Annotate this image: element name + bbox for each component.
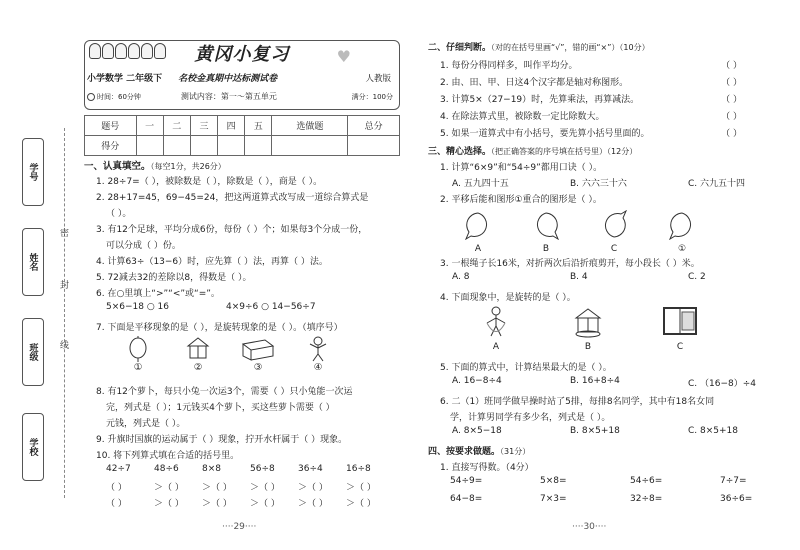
exam-header — [84, 40, 400, 110]
q10-expr: 42÷7 — [106, 464, 131, 474]
q7-pic-1 — [108, 336, 168, 373]
option-c[interactable]: C. 2 — [688, 272, 706, 282]
calc-item[interactable]: 64−8= — [450, 494, 483, 504]
speech-shape-b-icon — [531, 210, 561, 240]
q10-blank[interactable]: ＞（ ） — [202, 499, 232, 509]
q10-blank[interactable]: ＞（ ） — [298, 499, 328, 509]
option-b[interactable]: B. 8×5+18 — [570, 426, 620, 436]
calc-row-1 — [450, 476, 800, 486]
fill-q6-b: 4×9÷6 ○ 14−56÷7 — [226, 302, 316, 312]
calc-item[interactable]: 32÷8= — [630, 494, 663, 504]
score-header-cell: 五 — [245, 116, 272, 136]
name-label: 姓名 — [27, 253, 38, 271]
class-box — [22, 318, 44, 386]
binding-strip — [8, 128, 78, 498]
q10-blank[interactable]: （ ） — [106, 499, 127, 509]
section-3-title: 三、精心选择。（把正确答案的序号填在括号里）（12分） — [428, 147, 638, 157]
seal-line — [64, 128, 65, 498]
fill-q3: 3. 有12个足球，平均分成6份，每份（ ）个；如果每3个分成一份， — [96, 225, 368, 235]
fill-q7: 7. 下面是平移现象的是（ ），是旋转现象的是（ ）。（填序号） — [96, 323, 343, 333]
score-cell[interactable] — [136, 136, 163, 156]
q10-expr: 16÷8 — [346, 464, 371, 474]
seal-char-xian: 线 — [60, 341, 70, 351]
q4-pic-b[interactable]: B — [542, 306, 634, 352]
judge-q5: 5. 如果一道算式中有小括号，要先算小括号里面的。 — [440, 129, 650, 139]
choice-q3: 3. 一根绳子长16米，对折两次后沿折痕剪开，每小段长（ ）米。 — [440, 259, 700, 269]
fill-q5: 5. 72减去32的差除以8，得数是（ ）。 — [96, 273, 252, 283]
q10-expr: 8×8 — [202, 464, 221, 474]
shape-c[interactable]: C — [580, 210, 648, 254]
calc-item[interactable]: 7÷7= — [720, 476, 747, 486]
page-number-left: ····29···· — [222, 522, 257, 532]
score-header-cell: 一 — [136, 116, 163, 136]
brand-banner — [85, 41, 399, 65]
q7-pictures — [108, 336, 348, 373]
speech-shape-1-icon — [667, 210, 697, 240]
section-2-title: 二、仔细判断。（对的在括号里画“√”，错的画“×”）（10分） — [428, 43, 650, 53]
option-a[interactable]: A. 8 — [452, 272, 470, 282]
option-b[interactable]: B. 4 — [570, 272, 588, 282]
q10-blank[interactable]: ＞（ ） — [154, 483, 184, 493]
calc-item[interactable]: 36÷6= — [720, 494, 753, 504]
exam-title: 名校金真期中达标测试卷 — [178, 74, 278, 84]
fill-q2: 2. 28+17=45，69−45=24，把这两道算式改写成一道综合算式是 — [96, 193, 369, 203]
choice-q5: 5. 下面的算式中，计算结果最大的是（ ）。 — [440, 363, 612, 373]
score-header-cell: 题号 — [85, 116, 137, 136]
lantern-icon — [127, 336, 149, 362]
score-table-header-row — [85, 116, 400, 136]
judge-answer-5[interactable]: （ ） — [721, 129, 742, 139]
score-cell[interactable] — [190, 136, 217, 156]
score-cell[interactable] — [163, 136, 190, 156]
edition-label: 人教版 — [365, 73, 391, 84]
choice-q1: 1. 计算“6×9”和“54÷9”都用口诀（ ）。 — [440, 163, 603, 173]
score-row-label: 得分 — [85, 136, 137, 156]
q10-blank[interactable]: ＞（ ） — [154, 499, 184, 509]
score-cell[interactable] — [272, 136, 348, 156]
judge-q2: 2. 由、田、甲、日这4个汉字都是轴对称图形。 — [440, 78, 629, 88]
judge-answer-2[interactable]: （ ） — [721, 78, 742, 88]
score-header-cell: 二 — [163, 116, 190, 136]
q7-pic-4 — [288, 336, 348, 373]
kid-swinging-icon — [307, 336, 329, 362]
test-range: 测试内容：第一～第五单元 — [180, 92, 277, 101]
q10-blank[interactable]: ＞（ ） — [250, 483, 280, 493]
q10-blank[interactable]: ＞（ ） — [346, 499, 376, 509]
section-4-title: 四、按要求做题。（31分） — [428, 447, 531, 457]
score-header-cell: 三 — [190, 116, 217, 136]
choice-q5-options — [452, 376, 800, 389]
q10-blank[interactable]: ＞（ ） — [250, 499, 280, 509]
option-a[interactable]: A. 8×5−18 — [452, 426, 502, 436]
shape-1: ① — [648, 210, 716, 254]
carousel-icon — [572, 306, 604, 338]
q10-blank[interactable]: ＞（ ） — [346, 483, 376, 493]
choice-q6-options — [452, 426, 800, 436]
heart-icon: ♥ — [336, 47, 351, 66]
choice-q6: 6. 二（1）班同学做早操时站了5排，每排8名同学，其中有18名女同 — [440, 397, 715, 407]
q7-label-3: ③ — [253, 362, 263, 373]
judge-answer-3[interactable]: （ ） — [721, 95, 742, 105]
judge-q4: 4. 在除法算式里，被除数一定比除数大。 — [440, 112, 605, 122]
q4-pic-a[interactable]: A — [450, 306, 542, 352]
seal-char-feng: 封 — [60, 281, 70, 291]
q10-expr: 48÷6 — [154, 464, 179, 474]
fill-q4: 4. 计算63÷（13−6）时，应先算（ ）法，再算（ ）法。 — [96, 257, 328, 267]
judge-answer-4[interactable]: （ ） — [721, 112, 742, 122]
choice-q1-options — [452, 176, 800, 189]
score-header-cell: 选做题 — [272, 116, 348, 136]
score-header-cell: 总分 — [348, 116, 400, 136]
option-b[interactable]: B. 16+8÷4 — [570, 376, 620, 386]
shape-a[interactable]: A — [444, 210, 512, 254]
calc-row-2 — [450, 494, 800, 504]
choice-q4: 4. 下面现象中，是旋转的是（ ）。 — [440, 293, 576, 303]
subject-label: 小学数学 二年级下 — [87, 74, 163, 84]
choice-q4-pictures — [450, 306, 726, 352]
q10-order-row-1 — [106, 480, 394, 493]
q10-blank[interactable]: ＞（ ） — [202, 483, 232, 493]
school-box — [22, 413, 44, 481]
carousel-icon — [185, 336, 211, 362]
judge-answer-1[interactable]: （ ） — [721, 61, 742, 71]
fill-q9: 9. 升旗时国旗的运动属于（ ）现象，拧开水杆属于（ ）现象。 — [96, 435, 348, 445]
calc-item[interactable]: 5×8= — [540, 476, 567, 486]
full-score: 满分：100分 — [351, 92, 393, 101]
choice-q2-shapes — [444, 210, 716, 254]
option-c[interactable]: C. 8×5+18 — [688, 426, 738, 436]
q10-expressions — [106, 464, 394, 474]
option-b[interactable]: B. 六六三十六 — [570, 179, 627, 189]
fill-q1: 1. 28÷7=（ ），被除数是（ ），除数是（ ），商是（ ）。 — [96, 177, 323, 187]
score-cell[interactable] — [348, 136, 400, 156]
q10-order-row-2 — [106, 496, 394, 509]
student-id-box — [22, 138, 44, 206]
q7-pic-2 — [168, 336, 228, 373]
score-cell[interactable] — [245, 136, 272, 156]
calc-item[interactable]: 7×3= — [540, 494, 567, 504]
calc-item[interactable]: 54÷6= — [630, 476, 663, 486]
option-a[interactable]: A. 五九四十五 — [452, 179, 509, 189]
score-cell[interactable] — [218, 136, 245, 156]
fill-q6-a: 5×6−18 ○ 16 — [106, 302, 170, 312]
girl-skipping-icon — [482, 306, 510, 338]
fill-q6: 6. 在○里填上“>”“<”或“=”。 — [96, 289, 220, 299]
q7-label-1: ① — [133, 362, 143, 373]
option-c[interactable]: C. （16−8）÷4 — [688, 379, 756, 389]
fill-q10: 10. 将下列算式填在合适的括号里。 — [96, 451, 240, 461]
q7-label-4: ④ — [313, 362, 323, 373]
q4-pic-c[interactable]: C — [634, 306, 726, 352]
q10-expr: 56÷8 — [250, 464, 275, 474]
fill-q8-cont2: 元钱，列式是（ ）。 — [106, 419, 186, 429]
score-table-score-row — [85, 136, 400, 156]
page-number-right: ····30···· — [572, 522, 607, 532]
choice-q2: 2. 平移后能和图形①重合的图形是（ ）。 — [440, 195, 602, 205]
q7-label-2: ② — [193, 362, 203, 373]
drawer-icon — [241, 336, 275, 362]
speech-shape-c-icon — [599, 210, 629, 240]
time-limit: 时间：60分钟 — [97, 92, 141, 101]
q10-expr: 36÷4 — [298, 464, 323, 474]
fill-q2-answer: （ ）。 — [106, 209, 132, 219]
calc-q1: 1. 直接写得数。（4分） — [440, 463, 534, 473]
choice-q3-options — [452, 272, 800, 282]
score-table — [84, 115, 400, 156]
shape-b[interactable]: B — [512, 210, 580, 254]
school-label: 学校 — [27, 438, 38, 456]
clock-icon — [87, 93, 95, 101]
judge-q3: 3. 计算5×（27−19）时，先算乘法，再算减法。 — [440, 95, 640, 105]
name-box — [22, 228, 44, 296]
score-header-cell: 四 — [218, 116, 245, 136]
student-id-label: 学号 — [27, 163, 38, 181]
header-info-row — [87, 91, 397, 102]
window-icon — [662, 306, 698, 338]
q7-pic-3 — [228, 336, 288, 373]
children-illustration — [89, 43, 167, 59]
seal-char-mi: 密 — [60, 229, 70, 239]
speech-shape-a-icon — [463, 210, 493, 240]
option-a[interactable]: A. 16−8÷4 — [452, 376, 502, 386]
section-1-title: 一、认真填空。（每空1分，共26分） — [84, 161, 226, 172]
brand-title: 黄冈小复习 — [194, 44, 290, 65]
class-label: 班级 — [27, 343, 38, 361]
option-c[interactable]: C. 六九五十四 — [688, 179, 746, 189]
header-subject-row — [87, 71, 397, 84]
q10-blank[interactable]: （ ） — [106, 483, 127, 493]
judge-q1: 1. 每份分得同样多，叫作平均分。 — [440, 61, 578, 71]
fill-q3-cont: 可以分成（ ）份。 — [106, 241, 181, 251]
choice-q6-cont: 学，计算男同学有多少名，列式是（ ）。 — [450, 413, 611, 423]
q10-blank[interactable]: ＞（ ） — [298, 483, 328, 493]
calc-item[interactable]: 54÷9= — [450, 476, 483, 486]
fill-q8: 8. 有12个萝卜，每只小兔一次运3个，需要（ ）只小兔能一次运 — [96, 387, 353, 397]
fill-q8-cont1: 完，列式是（ ）；1元钱买4个萝卜，买这些萝卜需要（ ） — [106, 403, 335, 413]
